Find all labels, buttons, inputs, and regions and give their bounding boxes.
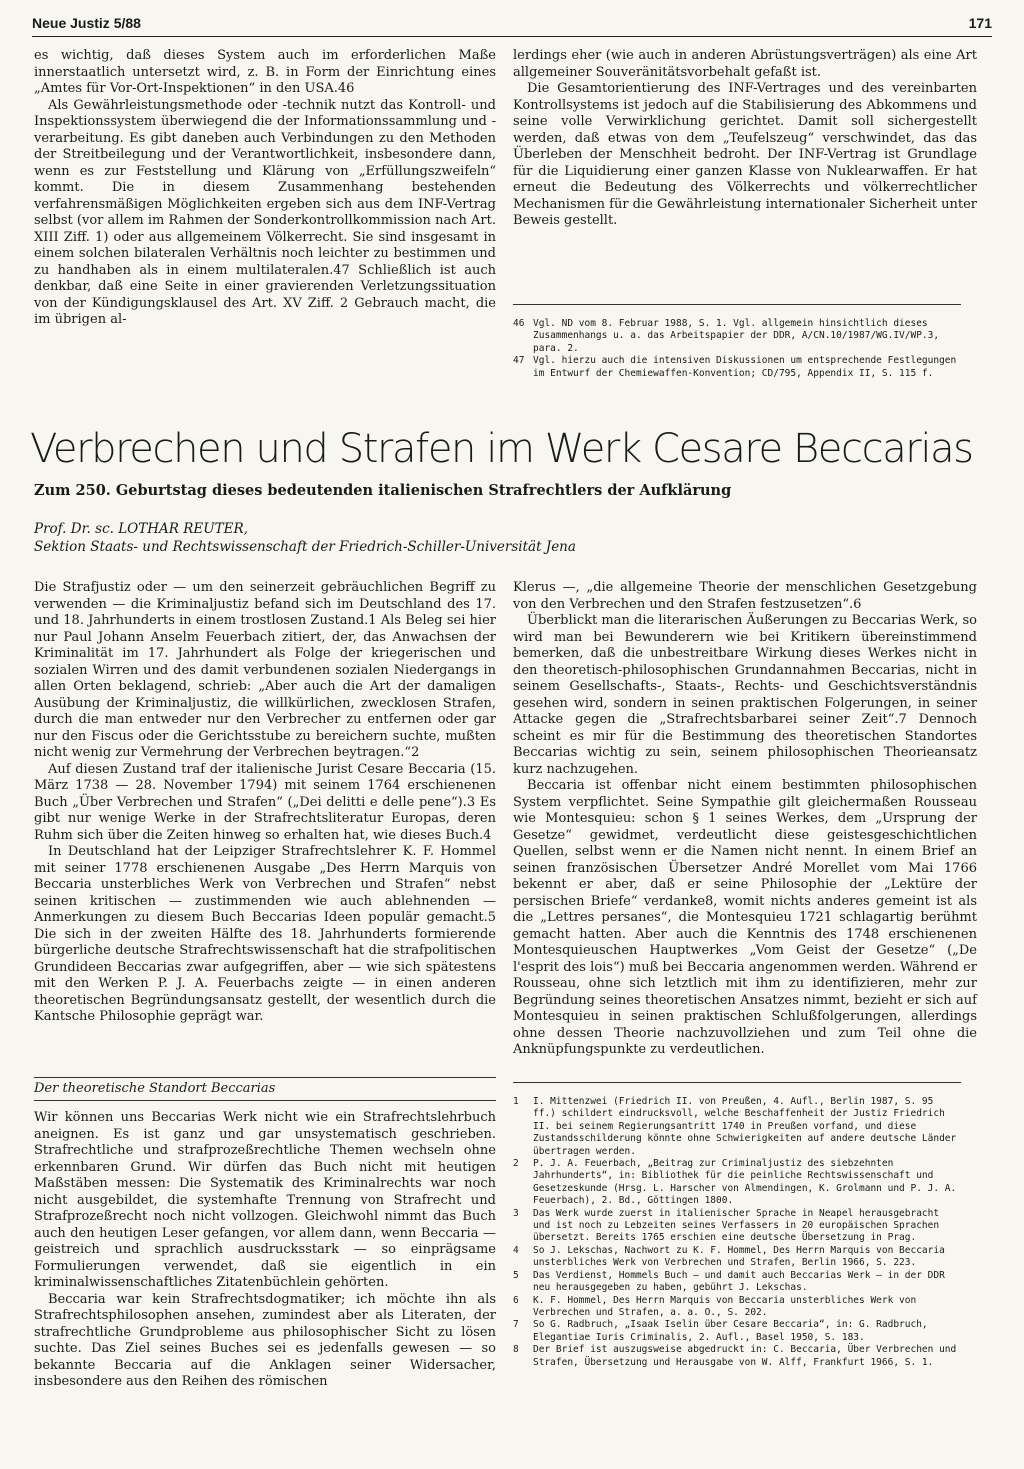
paragraph: Überblickt man die literarischen Äußerungen zu Beccarias Werk, so wird man bei Bewunderern wie bei Kritikern übereinstimmend bemerken, daß die unbestreitbare Wirkung dieses Werkes nicht in den theoretisch-philosophischen Grundannahmen Beccarias, nicht in seinem Gesellschafts-, Staats-, Rechts- und Geschichtsverständnis gesehen wird, sondern in seinen praktischen Folgerungen, in seiner Attacke gegen die „Strafrechtsbarbarei seiner Zeit“.7 Dennoch scheint es mir für die Bestimmung des theoretischen Standortes Beccarias wichtig zu sein, seinem philosophischen Theorieansatz kurz nachzugehen. bbox=[513, 613, 977, 777]
paragraph: es wichtig, daß dieses System auch im erforderlichen Maße innerstaatlich untersetzt wird, z. B. in Form der Einrichtung eines „Amtes für Vor-Ort-Inspektionen“ in den USA.46 bbox=[34, 48, 496, 96]
footnote-number: 8 bbox=[513, 1344, 519, 1356]
footnote-text: K. F. Hommel, Des Herrn Marquis von Beccaria unsterbliches Werk von Verbrechen und Strafen, a. a. O., S. 202. bbox=[533, 1294, 917, 1318]
footnote-item bbox=[513, 1208, 961, 1245]
footnote-text: Das Verdienst, Hommels Buch — und damit auch Beccarias Werk — in der DDR neu herausgegeben zu haben, gebührt J. Lekschas. bbox=[533, 1269, 945, 1294]
top-left-column bbox=[34, 48, 496, 329]
section-heading-text: Der theoretische Standort Beccarias bbox=[34, 1081, 276, 1096]
footnote-number: 1 bbox=[513, 1096, 519, 1107]
paragraph: Die Gesamtorientierung des INF-Vertrages und des vereinbarten Kontrollsystems ist jedoch auf die Stabilisierung des Abkommens und seine volle Verwirklichung gerichtet. Damit soll sichergestellt werden, daß etwas von dem „Teufelszeug“ verschwindet, das das Überleben der Menschheit bedroht. Der INF-Vertrag ist Grundlage für die Liquidierung einer ganzen Klasse von Nuklearwaffen. Er hat erneut die Bedeutung des Völkerrechts und völkerrechtlicher Mechanismen für die Gewährleistung internationaler Sicherheit unter Beweis gestellt. bbox=[513, 81, 978, 228]
section-left-column bbox=[34, 1110, 496, 1391]
footnote-number: 47 bbox=[513, 355, 525, 367]
footnote-number: 5 bbox=[513, 1269, 519, 1281]
author-name: Prof. Dr. sc. LOTHAR REUTER, bbox=[34, 521, 248, 537]
paragraph: Beccaria war kein Strafrechtsdogmatiker; ich möchte ihn als Strafrechtsphilosophen ansehen, zumindest aber als Literaten, der strafrechtliche Grundprobleme aus philosophischer Sicht zu lösen suchte. Das Ziel seines Buches sei es jedenfalls gewesen — so bekannte Beccaria auf die Anklagen seiner Widersacher, insbesondere aus den Reihen des römischen bbox=[34, 1291, 496, 1389]
footnote-divider bbox=[513, 1082, 961, 1083]
footnote-number: 46 bbox=[513, 318, 525, 329]
article-footnotes bbox=[513, 1096, 961, 1369]
footnote-item bbox=[513, 1344, 961, 1369]
article-right-column bbox=[513, 580, 977, 1059]
footnote-text: Das Werk wurde zuerst in italienischer Sprache in Neapel herausgebracht und ist noch zu Lebzeiten seines Verfassers in 20 europäischen Sprachen übersetzt. Bereits 1765 erschien eine deutsche Übersetzung in Prag. bbox=[533, 1207, 940, 1244]
footnote-item bbox=[513, 318, 961, 355]
paragraph: Wir können uns Beccarias Werk nicht wie ein Strafrechtslehrbuch aneignen. Es ist ganz und gar unsystematisch geschrieben. Strafrechtliche und strafprozeßrechtliche Themen wechseln ohne erkennbaren Grund. Wir dürfen das Buch nicht mit heutigen Maßstäben messen: Die Systematik des Kriminalrechts war noch nicht ausgebildet, die systemhafte Trennung von Strafrecht und Strafprozeßrecht noch nicht vollzogen. Gleichwohl nimmt das Buch auch den heutigen Leser gefangen, vor allem dann, wenn Beccaria — geistreich und sprachlich ausdrucksstark — so einprägsame Formulierungen verwendet, daß sie eigentlich in ein kriminalwissenschaftliches Zitatenbüchlein gehörten. bbox=[34, 1110, 496, 1290]
article-title: Verbrechen und Strafen im Werk Cesare Beccarias bbox=[30, 426, 973, 472]
footnote-text: I. Mittenzwei (Friedrich II. von Preußen, 4. Aufl., Berlin 1987, S. 95 ff.) schildert eindrucksvoll, welche Beschaffenheit der Justiz Friedrich II. bei seinem Regierungsantritt 1740 in Preußen vorfand, und diese Zustandsschilderung könnte ohne Schwierigkeiten auf andere deutsche Länder übertragen werden. bbox=[533, 1096, 957, 1157]
footnote-number: 2 bbox=[513, 1158, 519, 1170]
top-footnotes bbox=[513, 318, 961, 380]
footnote-text: So J. Lekschas, Nachwort zu K. F. Hommel, Des Herrn Marquis von Beccaria unsterbliches Werk von Verbrechen und Strafen, Berlin 1966, S. 223. bbox=[533, 1244, 945, 1269]
footnote-item bbox=[513, 1245, 961, 1270]
paragraph: Klerus —, „die allgemeine Theorie der menschlichen Gesetzgebung von den Verbrechen und den Strafen festzusetzen“.6 bbox=[513, 580, 977, 612]
paragraph: lerdings eher (wie auch in anderen Abrüstungsverträgen) als eine Art allgemeiner Souveränitätsvorbehalt gefaßt ist. bbox=[513, 48, 977, 80]
article-subtitle: Zum 250. Geburtstag dieses bedeutenden italienischen Strafrechtlers der Aufklärung bbox=[34, 482, 732, 499]
footnote-divider bbox=[513, 304, 961, 305]
footnote-text: Der Brief ist auszugsweise abgedruckt in: C. Beccaria, Über Verbrechen und Strafen, Übersetzung und Herausgabe von W. Alff, Frankfurt 1966, S. 1. bbox=[533, 1344, 957, 1368]
paragraph: Als Gewährleistungsmethode oder -technik nutzt das Kontroll- und Inspektionssystem überwiegend die der Informationssammlung und -verarbeitung. Es gibt daneben auch Verbindungen zu den Methoden der Streitbeilegung und der Verantwortlichkeit, insbesondere dann, wenn es zur Feststellung und Klärung von „Erfüllungszweifeln“ kommt. Die in diesem Zusammenhang bestehenden verfahrensmäßigen Möglichkeiten ergeben sich aus dem INF-Vertrag selbst (vor allem im Rahmen der Sonderkontrollkommission nach Art. XIII Ziff. 1) oder aus allgemeinem Völkerrecht. Sie sind insgesamt in einem solchen bilateralen Verhältnis noch leichter zu bestimmen und zu handhaben als in einem multilateralen.47 Schließlich ist auch denkbar, daß eine Seite in einer gravierenden Verletzungssituation von der Kündigungsklausel des Art. XV Ziff. 2 Gebrauch macht, die im übrigen al- bbox=[34, 97, 496, 327]
footnote-text: So G. Radbruch, „Isaak Iselin über Cesare Beccaria“, in: G. Radbruch, Elegantiae Iuris Criminalis, 2. Aufl., Basel 1950, S. 183. bbox=[533, 1319, 928, 1343]
footnote-text: P. J. A. Feuerbach, „Beitrag zur Criminaljustiz des siebzehnten Jahrhunderts“, in: Bibliothek für die peinliche Rechtswissenschaft und Gesetzeskunde (Hrsg. L. Harscher von Almendingen, K. Grolmann und P. J. A. Feuerbach), 2. Bd., Göttingen 1800. bbox=[533, 1158, 957, 1207]
page-number: 171 bbox=[968, 15, 992, 31]
page-header bbox=[32, 14, 992, 37]
author-affiliation: Sektion Staats- und Rechtswissenschaft der Friedrich-Schiller-Universität Jena bbox=[34, 539, 576, 555]
footnote-item bbox=[513, 1295, 961, 1320]
footnote-number: 7 bbox=[513, 1319, 519, 1331]
footnote-item bbox=[513, 1270, 961, 1295]
footnote-number: 6 bbox=[513, 1294, 519, 1306]
footnote-item bbox=[513, 1319, 961, 1344]
footnote-item bbox=[513, 1096, 961, 1158]
footnote-number: 3 bbox=[513, 1207, 519, 1219]
paragraph: In Deutschland hat der Leipziger Strafrechtslehrer K. F. Hommel mit seiner 1778 erschienenen Ausgabe „Des Herrn Marquis von Beccaria unsterbliches Werk von Verbrechen und Strafen“ nebst seinen kritischen — zustimmenden wie auch ablehnenden — Anmerkungen zu diesem Buch Beccarias Ideen populär gemacht.5 Die sich in der zweiten Hälfte des 18. Jahrhunderts formierende bürgerliche deutsche Strafrechtswissenschaft hat die strafpolitischen Grundideen Beccarias zwar aufgegriffen, aber — wie sich spätestens mit den Werken P. J. A. Feuerbachs zeigte — in einen anderen theoretischen Begründungsansatz gestellt, der wesentlich durch die Kantsche Philosophie geprägt war. bbox=[34, 844, 496, 1024]
footnote-number: 4 bbox=[513, 1244, 519, 1256]
footnote-item bbox=[513, 355, 961, 380]
section-heading bbox=[34, 1077, 496, 1101]
paragraph: Beccaria ist offenbar nicht einem bestimmten philosophischen System verpflichtet. Seine Sympathie gilt gleichermaßen Rousseau wie Montesquieu: schon § 1 seines Werkes, dem „Ursprung der Gesetze“ gewidmet, verdeutlicht diese geistesgeschichtlichen Quellen, selbst wenn er die Namen nicht nennt. In einem Brief an seinen französischen Übersetzer André Morellet vom Mai 1766 bekennt er aber, daß er seine Philosophie der „Lektüre der persischen Briefe“ verdanke8, womit nichts anderes gemeint ist als die „Lettres persanes“, die Montesquieu 1721 schlagartig berühmt gemacht hatten. Aber auch die Kenntnis des 1748 erschienenen Montesquieuschen Hauptwerkes „Vom Geist der Gesetze“ („De l'esprit des lois“) muß bei Beccaria angenommen werden. Während er Rousseau, ohne sich letztlich mit ihm zu identifizieren, mehr zur Begründung seines theoretischen Ansatzes nimmt, bezieht er sich auf Montesquieu in seinen praktischen Schlußfolgerungen, allerdings ohne dessen Theorie nachzuvollziehen und zum Teil ohne die Anknüpfungspunkte zu verdeutlichen. bbox=[513, 778, 977, 1057]
footnote-text: Vgl. hierzu auch die intensiven Diskussionen um entsprechende Festlegungen im Entwurf der Chemiewaffen-Konvention; CD/795, Appendix II, S. 115 f. bbox=[533, 355, 957, 379]
paragraph: Auf diesen Zustand traf der italienische Jurist Cesare Beccaria (15. März 1738 — 28. November 1794) mit seinem 1764 erschienenen Buch „Über Verbrechen und Strafen“ („Dei delitti e delle pene“).3 Es gibt nur wenige Werke in der Strafrechtsliteratur Europas, deren Ruhm sich über die Zeiten hinweg so erhalten hat, wie dieses Buch.4 bbox=[34, 761, 496, 843]
footnote-item bbox=[513, 1158, 961, 1208]
top-right-column bbox=[513, 48, 977, 230]
journal-issue: Neue Justiz 5/88 bbox=[32, 15, 141, 31]
paragraph: Die Strafjustiz oder — um den seinerzeit gebräuchlichen Begriff zu verwenden — die Kriminaljustiz befand sich im Deutschland des 17. und 18. Jahrhunderts in einem trostlosen Zustand.1 Als Beleg sei hier nur Paul Johann Anselm Feuerbach zitiert, der, das Anwachsen der Kriminalität im 17. Jahrhundert als Folge der kriegerischen und sozialen Wirren und des damit verbundenen sozialen Niedergangs in allen Orten beklagend, schrieb: „Aber auch die Art der damaligen Ausübung der Kriminaljustiz, die willkürlichen, zwecklosen Strafen, durch die man entweder nur den Verbrecher zu entfernen oder gar nur den Fiscus oder die Gerichtsstube zu bereichern suchte, mußten nicht wenig zur Vermehrung der Verbrechen beytragen.“2 bbox=[34, 580, 496, 760]
article-left-column bbox=[34, 580, 496, 1026]
footnote-text: Vgl. ND vom 8. Februar 1988, S. 1. Vgl. allgemein hinsichtlich dieses Zusammenhangs u. a. das Arbeitspapier der DDR, A/CN.10/1987/WG.IV/WP.3, para. 2. bbox=[533, 318, 940, 354]
